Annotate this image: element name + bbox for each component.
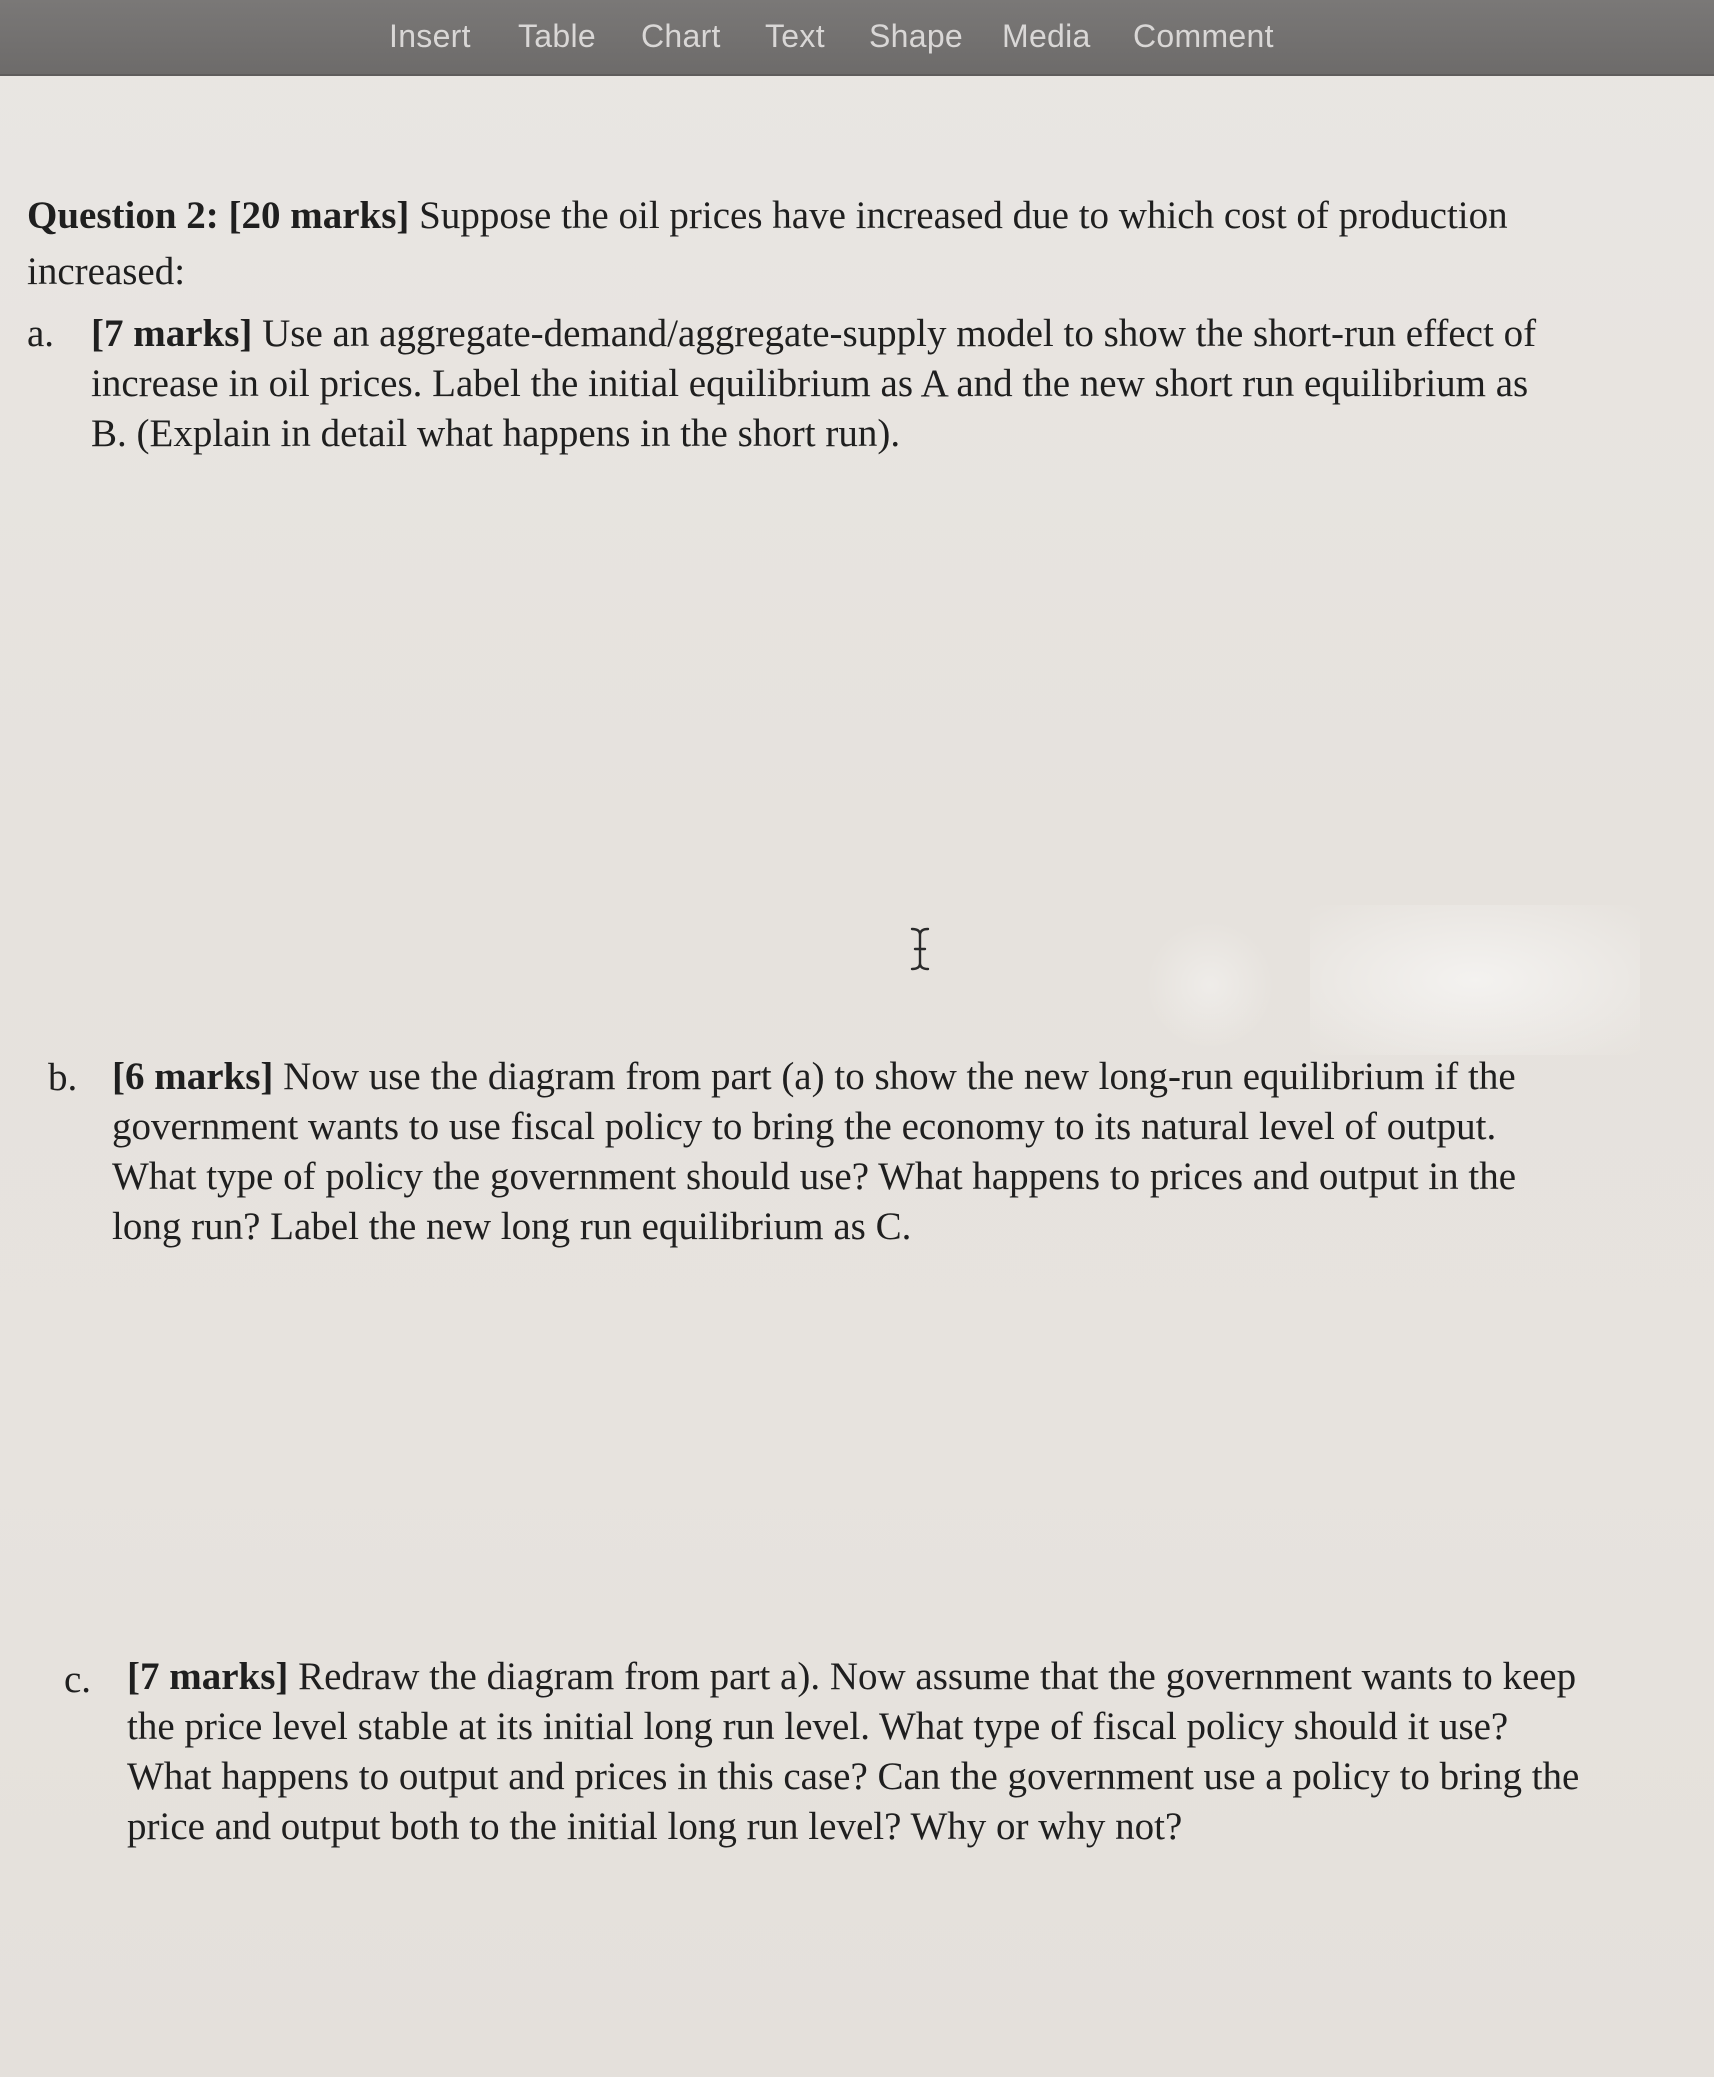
part-a-line-1: Use an aggregate-demand/aggregate-supply model to show the short-run effect of [252,312,1537,355]
toolbar-media[interactable]: Media [1002,18,1091,54]
question-heading-text: Suppose the oil prices have increased due to which cost of production [409,194,1508,237]
part-b-line-4: long run? Label the new long run equilibrium as C. [112,1205,912,1248]
part-c-marker: c. [64,1658,92,1701]
screen-glare-small [1145,920,1275,1050]
part-b-marks: [6 marks] [112,1055,274,1098]
part-c-line-1: Redraw the diagram from part a). Now assume that the government wants to keep [288,1655,1577,1698]
toolbar-comment[interactable]: Comment [1133,18,1274,54]
part-c-line-4: price and output both to the initial long run level? Why or why not? [127,1805,1183,1848]
toolbar-insert[interactable]: Insert [389,18,471,54]
screen-glare [1310,905,1640,1055]
part-a-text [91,309,1691,459]
part-a-line-3: B. (Explain in detail what happens in the short run). [91,412,901,455]
part-c-text [127,1652,1697,1852]
text-cursor-icon [906,925,934,973]
toolbar [0,0,1714,76]
part-c-marks: [7 marks] [127,1655,289,1698]
part-a-marks: [7 marks] [91,312,253,355]
part-b-line-2: government wants to use fiscal policy to bring the economy to its natural level of output. [112,1105,1497,1148]
part-b-line-1: Now use the diagram from part (a) to show the new long-run equilibrium if the [273,1055,1516,1098]
part-a-line-2: increase in oil prices. Label the initial equilibrium as A and the new short run equilibrium as [91,362,1529,405]
part-b-line-3: What type of policy the government should use? What happens to prices and output in the [112,1155,1517,1198]
question-heading [27,190,1667,242]
toolbar-table[interactable]: Table [518,18,596,54]
part-b-text [112,1052,1692,1252]
part-c-line-2: the price level stable at its initial long run level. What type of fiscal policy should it use? [127,1705,1509,1748]
part-c-line-3: What happens to output and prices in this case? Can the government use a policy to bring the [127,1755,1580,1798]
toolbar-chart[interactable]: Chart [641,18,721,54]
toolbar-shape[interactable]: Shape [869,18,964,54]
question-heading-bold: Question 2: [20 marks] [27,194,410,237]
part-a-marker: a. [27,312,55,355]
toolbar-text[interactable]: Text [765,18,825,54]
question-heading-line2: increased: [27,250,186,293]
part-b-marker: b. [48,1056,78,1099]
